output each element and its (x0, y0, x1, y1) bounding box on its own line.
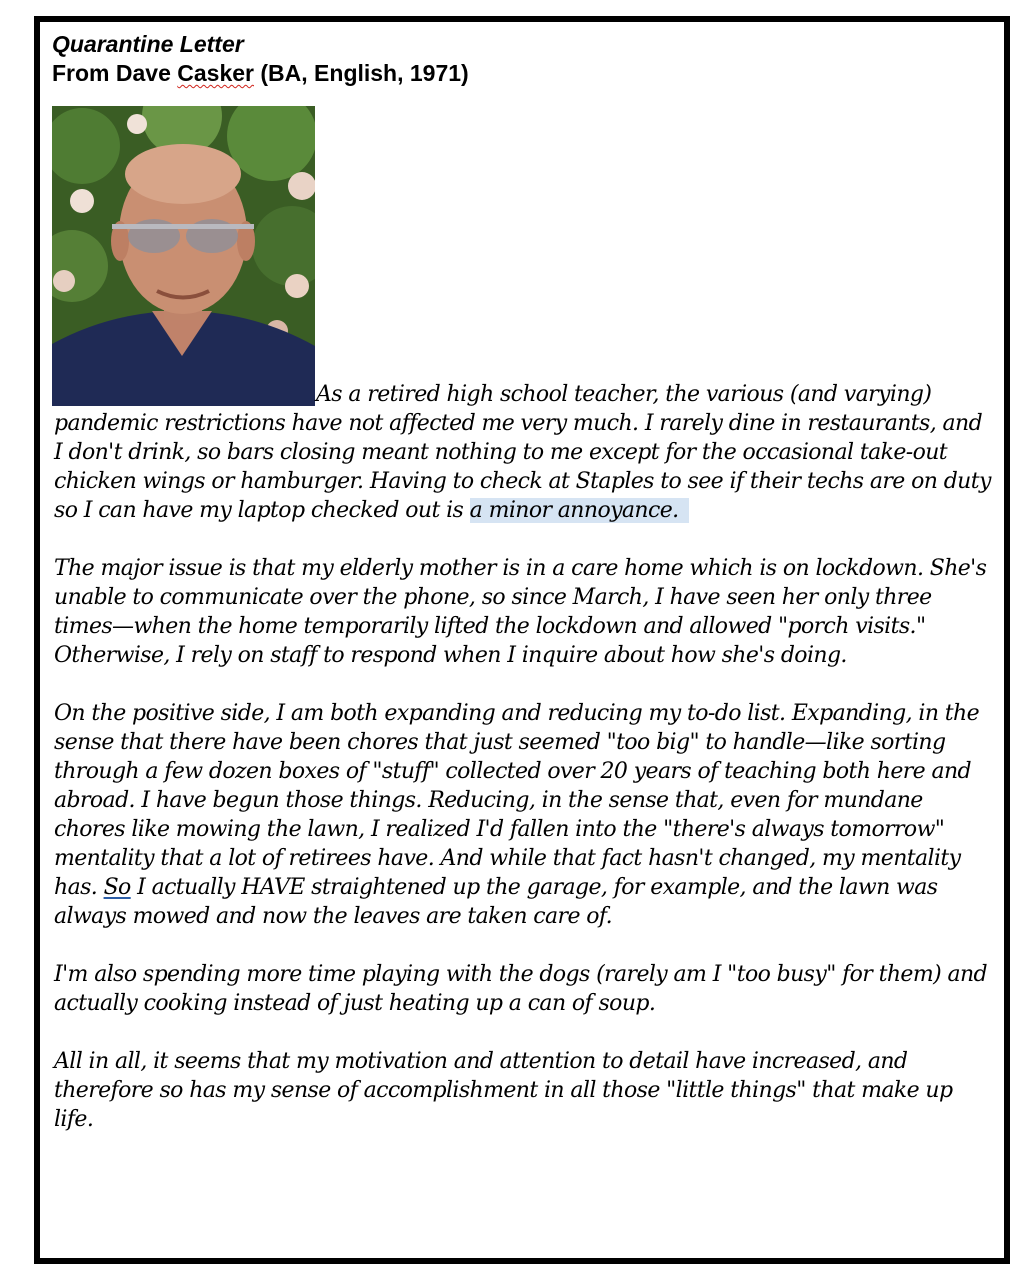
paragraph-2: The major issue is that my elderly mother is in a care home which is on lockdown. She's unable to communicate over the phone, so since March, I have seen her only three times—when the home temporarily lifted the lockdown and allowed "porch visits." Otherwise, I rely on staff to respond when I inquire about how she's doing. (54, 556, 987, 668)
paragraph-3-text-b: I actually HAVE straightened up the garage, for example, and the lawn was always mowed and now the leaves are taken care of. (54, 875, 938, 929)
letter-header (52, 30, 469, 88)
author-name-misspelled[interactable]: Casker (177, 60, 254, 86)
paragraph-4: I'm also spending more time playing with the dogs (rarely am I "too busy" for them) and actually cooking instead of just heating up a can of soup. (54, 962, 988, 1016)
paragraph-5: All in all, it seems that my motivation and attention to detail have increased, and therefore so has my sense of accomplishment in all those "little things" that make up life. (54, 1049, 953, 1132)
letter-title: Quarantine Letter (52, 31, 244, 57)
paragraph-3 (54, 699, 994, 931)
grammar-flag-so[interactable]: So (103, 875, 131, 900)
author-line (52, 59, 469, 88)
author-prefix: From Dave (52, 60, 178, 86)
paragraph-1-text: As a retired high school teacher, the various (and varying) pandemic restrictions have not affected me very much. I rarely dine in restaurants, and I don't drink, so bars closing meant nothing to me except for the occasional take-out chicken wings or hamburger. Having to check at Staples to see if their techs are on duty so I can have my laptop checked out is (54, 382, 991, 523)
paragraph-3-text-a: On the positive side, I am both expanding and reducing my to-do list. Expanding, in the sense that there have been chores that just seemed "too big" to handle—like sorting through a few dozen boxes of "stuff" collected over 20 years of teaching both here and abroad. I have begun those things. Reducing, in the sense that, even for mundane chores like mowing the lawn, I realized I'd fallen into the "there's always tomorrow" mentality that a lot of retirees have. And while that fact hasn't changed, my mentality has. (54, 701, 980, 900)
author-photo (52, 106, 315, 406)
highlighted-selection[interactable]: a minor annoyance. (470, 498, 689, 523)
letter-frame (34, 16, 1010, 1264)
letter-body (54, 380, 994, 1163)
paragraph-1 (54, 380, 994, 525)
author-suffix: (BA, English, 1971) (254, 60, 469, 86)
portrait-photo-icon (52, 106, 315, 406)
